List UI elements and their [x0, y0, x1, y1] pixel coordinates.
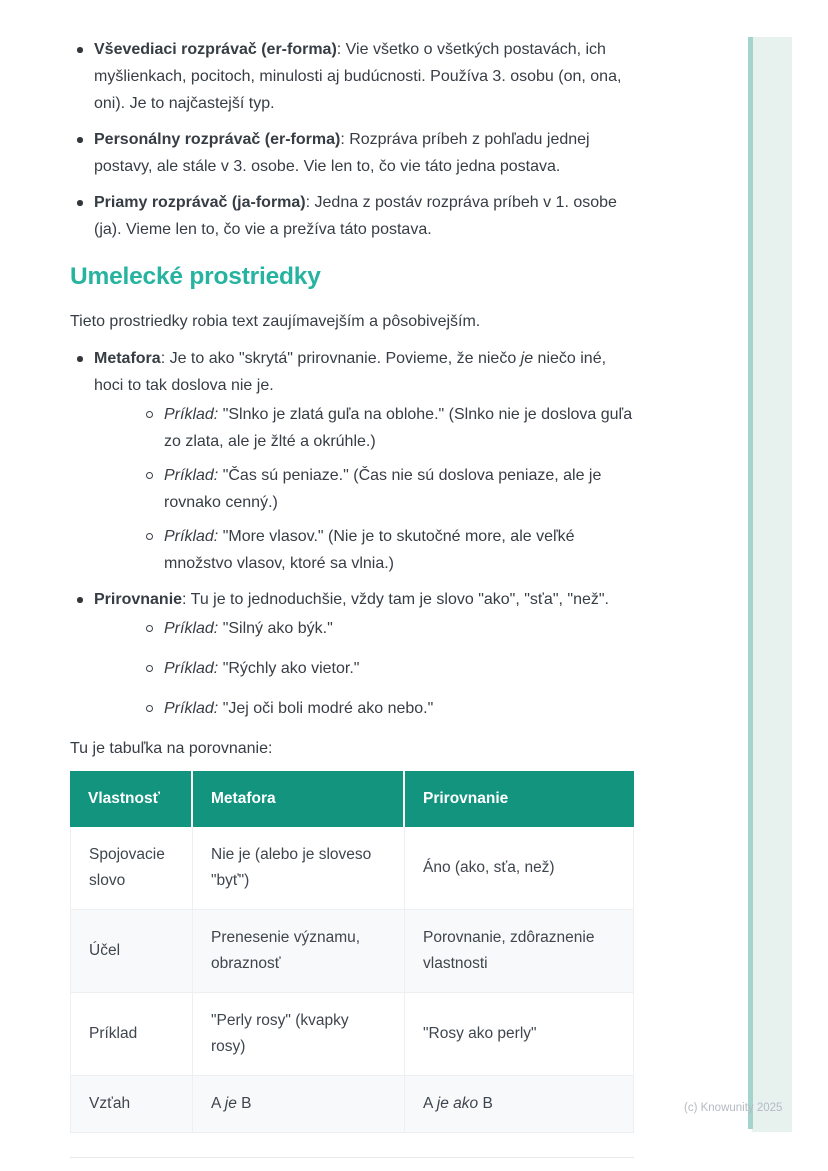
example-item [140, 523, 634, 577]
example-list [140, 615, 634, 722]
list-item [70, 36, 634, 117]
devices-list [70, 345, 634, 722]
table-row [70, 910, 634, 993]
text-segment: niečo iné, hoci to tak doslova nie je. [94, 350, 607, 394]
column-header: Vlastnosť [70, 771, 193, 827]
example-label: Príklad: [164, 700, 219, 717]
comparison-table [70, 771, 634, 1133]
table-cell [70, 1076, 193, 1133]
table-cell [193, 1076, 405, 1133]
table-row [70, 1076, 634, 1133]
example-text: "Čas sú peniaze." (Čas nie sú doslova peniaze, ale je rovnako cenný.) [164, 467, 602, 511]
list-item-lead: Priamy rozprávač (ja-forma) [94, 194, 306, 211]
right-accent-strip-dark [748, 37, 753, 1129]
text-segment: Áno (ako, sťa, než) [423, 859, 555, 876]
text-segment: je [224, 1095, 237, 1112]
list-item-text [94, 350, 606, 394]
example-text: "Silný ako býk." [218, 620, 333, 637]
table-cell [193, 827, 405, 910]
text-segment: Nie je (alebo je sloveso "byť") [211, 846, 372, 889]
example-text: "More vlasov." (Nie je to skutočné more, ale veľké množstvo vlasov, ktoré sa vlnia.) [164, 528, 575, 572]
document-content [70, 0, 634, 1158]
text-segment: Účel [89, 942, 121, 959]
text-segment: : Tu je to jednoduchšie, vždy tam je slovo "ako", "sťa", "než". [182, 591, 609, 608]
example-label: Príklad: [164, 467, 219, 484]
table-header-row [70, 771, 634, 827]
list-item-lead: Metafora [94, 350, 161, 367]
table-cell [70, 827, 193, 910]
column-header: Metafora [193, 771, 405, 827]
right-accent-strip-light [752, 37, 792, 1132]
example-label: Príklad: [164, 660, 219, 677]
text-segment: A [423, 1095, 437, 1112]
table-cell [405, 1076, 634, 1133]
list-item [70, 586, 634, 722]
section-heading: Umelecké prostriedky [70, 263, 321, 290]
table-row [70, 993, 634, 1076]
example-list [140, 401, 634, 577]
example-item [140, 462, 634, 516]
text-segment: A [211, 1095, 225, 1112]
list-item [70, 189, 634, 243]
text-segment: B [478, 1095, 493, 1112]
text-segment: je ako [436, 1095, 479, 1112]
table-row [70, 827, 634, 910]
table-cell [405, 993, 634, 1076]
table-cell [70, 993, 193, 1076]
table-intro: Tu je tabuľka na porovnanie: [70, 740, 273, 757]
text-segment: Spojovacie slovo [89, 846, 165, 889]
example-label: Príklad: [164, 620, 219, 637]
text-segment: "Perly rosy" (kvapky rosy) [211, 1012, 349, 1055]
list-item-text: : Jedna z postáv rozpráva príbeh v 1. osobe (ja). Vieme len to, čo vie a prežíva táto postava. [94, 194, 617, 238]
list-item-text: : Rozpráva príbeh z pohľadu jednej postavy, ale stále v 3. osobe. Vie len to, čo vie táto jedna postava. [94, 131, 590, 175]
example-label: Príklad: [164, 528, 219, 545]
text-segment: Porovnanie, zdôraznenie vlastnosti [423, 929, 595, 972]
example-text: "Slnko je zlatá guľa na oblohe." (Slnko nie je doslova guľa zo zlata, ale je žlté a okrúhle.) [164, 406, 633, 450]
example-item [140, 655, 634, 682]
content-divider [70, 1157, 634, 1158]
table-body [70, 827, 634, 1133]
narrator-list [70, 36, 634, 243]
list-item [70, 345, 634, 577]
table-cell [405, 827, 634, 910]
text-segment: : Je to ako "skrytá" prirovnanie. Povieme, že niečo [160, 350, 521, 367]
list-item [70, 126, 634, 180]
example-item [140, 695, 634, 722]
list-item-text: : Vie všetko o všetkých postavách, ich myšlienkach, pocitoch, minulosti aj budúcnosti. Používa 3. osobu (on, ona, oni). Je to najčastejší typ. [94, 41, 622, 112]
list-item-text [182, 591, 609, 608]
text-segment: "Rosy ako perly" [423, 1025, 537, 1042]
section-intro: Tieto prostriedky robia text zaujímavejším a pôsobivejším. [70, 313, 481, 330]
text-segment: Vzťah [89, 1095, 131, 1112]
table-cell [70, 910, 193, 993]
list-item-lead: Prirovnanie [94, 591, 183, 608]
column-header: Prirovnanie [405, 771, 634, 827]
example-text: "Jej oči boli modré ako nebo." [218, 700, 434, 717]
example-item [140, 401, 634, 455]
list-item-lead: Vševediaci rozprávač (er-forma) [94, 41, 337, 58]
table-cell [193, 910, 405, 993]
table-cell [193, 993, 405, 1076]
text-segment: Príklad [89, 1025, 138, 1042]
text-segment: Prenesenie významu, obraznosť [211, 929, 361, 972]
text-segment: B [236, 1095, 252, 1112]
table-cell [405, 910, 634, 993]
example-item [140, 615, 634, 642]
example-label: Príklad: [164, 406, 219, 423]
example-text: "Rýchly ako vietor." [218, 660, 360, 677]
copyright-footer: (c) Knowunity 2025 [684, 1102, 783, 1114]
text-segment: je [520, 350, 534, 367]
list-item-lead: Personálny rozprávač (er-forma) [94, 131, 341, 148]
